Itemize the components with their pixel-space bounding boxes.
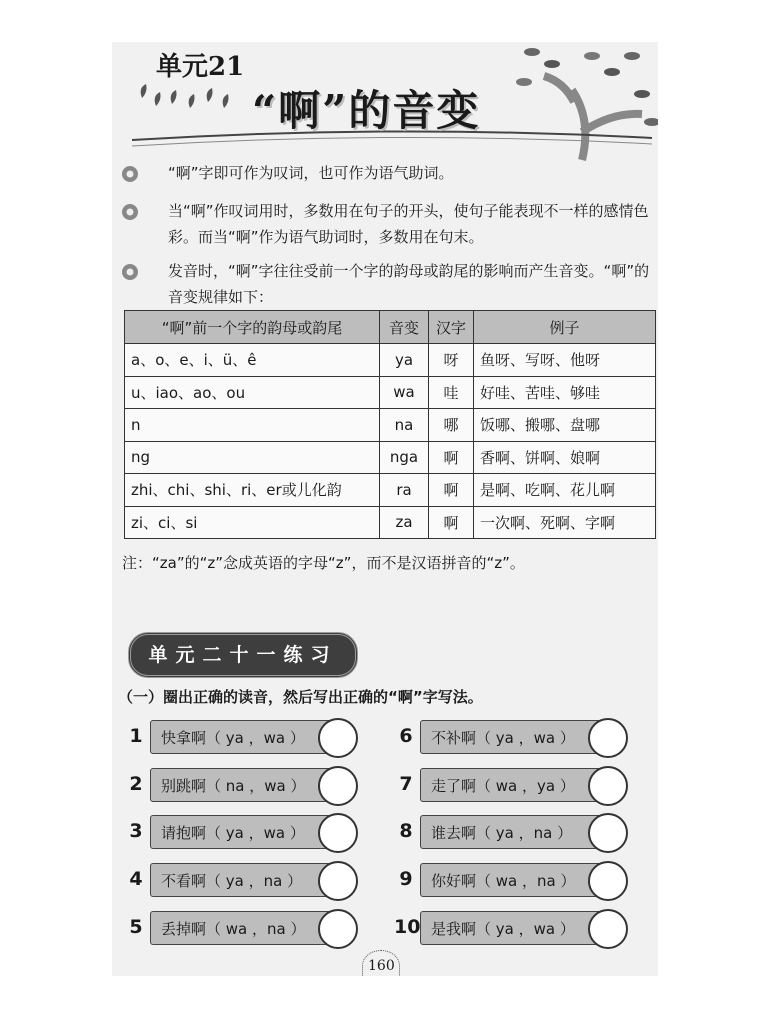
- cell-char: 啊: [429, 441, 474, 474]
- cell-final: a、o、e、i、ü、ê: [125, 344, 380, 377]
- item-number: 1: [129, 725, 143, 747]
- page-title: “啊”的音变: [252, 86, 481, 135]
- column-header: 汉字: [429, 311, 474, 344]
- item-number: 2: [129, 773, 143, 795]
- cell-char: 呀: [429, 344, 474, 377]
- item-number: 5: [129, 916, 143, 938]
- cell-example: 饭哪、搬哪、盘哪: [474, 409, 656, 442]
- item-prompt[interactable]: 快拿啊（ ya ，wa ）: [150, 720, 340, 754]
- cell-example: 鱼呀、写呀、他呀: [474, 344, 656, 377]
- table-row: [125, 376, 656, 409]
- sound-change-table: [124, 310, 656, 539]
- table-note: 注：“za”的“z”念成英语的字母“z”，而不是汉语拼音的“z”。: [122, 554, 525, 572]
- cell-sound: za: [380, 506, 429, 539]
- item-prompt[interactable]: 走了啊（ wa ，ya ）: [420, 768, 610, 802]
- answer-circle[interactable]: [318, 813, 358, 853]
- item-prompt[interactable]: 别跳啊（ na ，wa ）: [150, 768, 340, 802]
- cell-example: 一次啊、死啊、字啊: [474, 506, 656, 539]
- answer-circle[interactable]: [588, 813, 628, 853]
- answer-circle[interactable]: [318, 909, 358, 949]
- page-number: 160: [368, 958, 395, 974]
- answer-circle[interactable]: [588, 718, 628, 758]
- item-number: 9: [399, 868, 413, 890]
- table-row: [125, 506, 656, 539]
- flower-bullet-icon: [120, 164, 140, 184]
- table-row: [125, 344, 656, 377]
- item-number: 8: [399, 820, 413, 842]
- exercise-instruction: （一）圈出正确的读音，然后写出正确的“啊”字写法。: [118, 688, 483, 706]
- cell-final: zi、ci、si: [125, 506, 380, 539]
- item-number: 4: [129, 868, 143, 890]
- item-prompt[interactable]: 不补啊（ ya ，wa ）: [420, 720, 610, 754]
- item-prompt[interactable]: 是我啊（ ya ，wa ）: [420, 911, 610, 945]
- column-header: 音变: [380, 311, 429, 344]
- cell-sound: na: [380, 409, 429, 442]
- cell-final: ng: [125, 441, 380, 474]
- item-prompt[interactable]: 谁去啊（ ya ，na ）: [420, 815, 610, 849]
- answer-circle[interactable]: [588, 861, 628, 901]
- cell-example: 是啊、吃啊、花儿啊: [474, 474, 656, 507]
- item-number: 7: [399, 773, 413, 795]
- cell-char: 啊: [429, 474, 474, 507]
- item-number: 10: [394, 916, 421, 938]
- item-prompt[interactable]: 不看啊（ ya ，na ）: [150, 863, 340, 897]
- cell-sound: ya: [380, 344, 429, 377]
- cell-sound: ra: [380, 474, 429, 507]
- answer-circle[interactable]: [318, 861, 358, 901]
- cell-char: 哇: [429, 376, 474, 409]
- table-row: [125, 474, 656, 507]
- cell-example: 好哇、苦哇、够哇: [474, 376, 656, 409]
- item-prompt[interactable]: 你好啊（ wa ，na ）: [420, 863, 610, 897]
- cell-char: 哪: [429, 409, 474, 442]
- table-row: [125, 441, 656, 474]
- exercise-banner: 单元二十一练习: [128, 632, 358, 678]
- leaf-icon: [141, 84, 229, 108]
- intro-bullet: [120, 198, 650, 250]
- column-header: 例子: [474, 311, 656, 344]
- item-number: 3: [129, 820, 143, 842]
- cell-final: zhi、chi、shi、ri、er或儿化韵: [125, 474, 380, 507]
- workbook-page: [112, 42, 658, 976]
- cell-final: n: [125, 409, 380, 442]
- item-prompt[interactable]: 丢掉啊（ wa ，na ）: [150, 911, 340, 945]
- cell-example: 香啊、饼啊、娘啊: [474, 441, 656, 474]
- unit-label: 单元21: [156, 52, 245, 82]
- intro-text: “啊”字即可作为叹词，也可作为语气助词。: [168, 164, 454, 182]
- intro-text: 当“啊”作叹词用时，多数用在句子的开头，使句子能表现不一样的感情色彩。而当“啊”作为语气助词时，多数用在句末。: [168, 202, 649, 246]
- column-header: “啊”前一个字的韵母或韵尾: [125, 311, 380, 344]
- answer-circle[interactable]: [588, 766, 628, 806]
- cell-char: 啊: [429, 506, 474, 539]
- item-prompt[interactable]: 请抱啊（ ya ，wa ）: [150, 815, 340, 849]
- cell-sound: nga: [380, 441, 429, 474]
- item-number: 6: [399, 725, 413, 747]
- flower-bullet-icon: [120, 202, 140, 222]
- intro-text: 发音时，“啊”字往往受前一个字的韵母或韵尾的影响而产生音变。“啊”的音变规律如下：: [168, 262, 650, 306]
- cell-sound: wa: [380, 376, 429, 409]
- answer-circle[interactable]: [588, 909, 628, 949]
- intro-bullet: [120, 160, 650, 186]
- flower-bullet-icon: [120, 262, 140, 282]
- cell-final: u、iao、ao、ou: [125, 376, 380, 409]
- answer-circle[interactable]: [318, 766, 358, 806]
- table-row: [125, 409, 656, 442]
- answer-circle[interactable]: [318, 718, 358, 758]
- intro-bullet: [120, 258, 650, 310]
